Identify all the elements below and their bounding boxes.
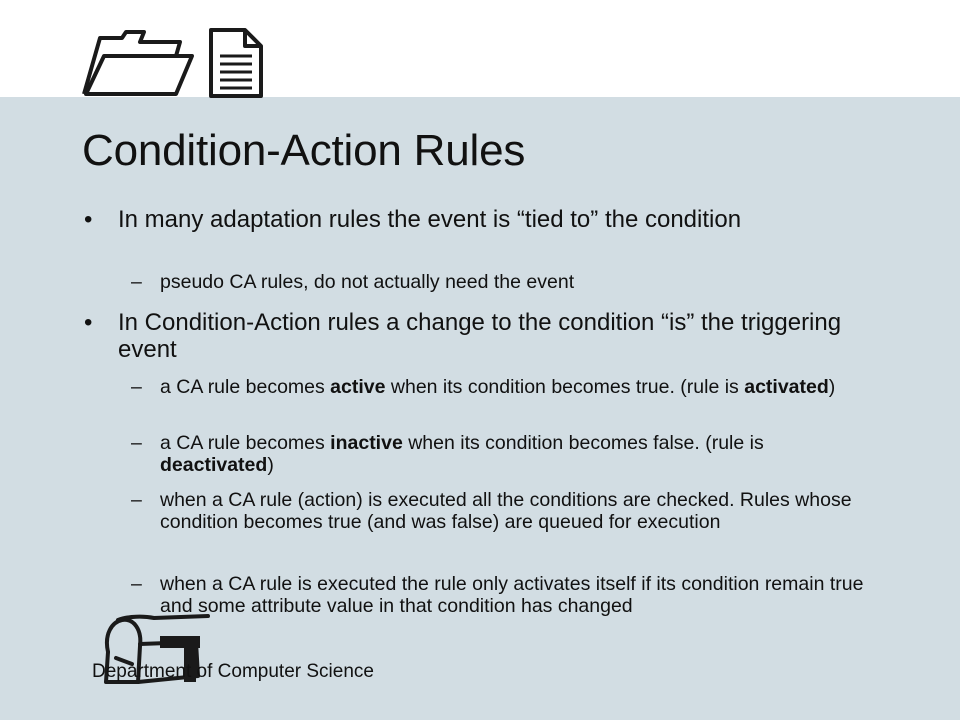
footer-department: Department of Computer Science: [92, 661, 374, 682]
sub-text: [160, 271, 880, 293]
sub-text: [160, 432, 880, 476]
text-run: ): [267, 454, 274, 476]
document-icon: [205, 26, 267, 100]
text-run: when its condition becomes true. (rule is: [385, 376, 745, 398]
text-run: a CA rule becomes: [160, 432, 331, 454]
sub-dash: –: [131, 489, 142, 511]
text-run: ): [828, 376, 836, 398]
sub-text: [160, 573, 880, 617]
sub-dash: –: [131, 271, 142, 293]
sub-text: [160, 376, 880, 398]
bullet-1-text: In many adaptation rules the event is “tied to” the condition: [118, 206, 742, 233]
sub-text: [160, 489, 880, 533]
sub-dash: –: [131, 432, 142, 454]
slide-title: Condition-Action Rules: [82, 126, 526, 175]
bold-term: inactive: [330, 432, 403, 454]
folder-icon: [78, 26, 196, 98]
text-run: a CA rule becomes: [160, 376, 331, 398]
text-run: when a CA rule (action) is executed all the conditions are checked. Rules whose condition becomes true (and was false) are queued for execution: [160, 489, 852, 533]
text-run: when a CA rule is executed the rule only activates itself if its condition remain true and some attribute value in that condition has changed: [160, 573, 864, 617]
text-run: when its condition becomes false. (rule is: [402, 432, 764, 454]
sub-dash: –: [131, 376, 142, 398]
bullet-dot: •: [84, 206, 93, 233]
bold-term: deactivated: [160, 454, 268, 476]
bullet-2-text: In Condition-Action rules a change to the condition “is” the triggering event: [118, 309, 842, 363]
bold-term: activated: [744, 376, 829, 398]
text-run: pseudo CA rules, do not actually need the event: [160, 271, 575, 293]
bold-term: active: [330, 376, 386, 398]
sub-dash: –: [131, 573, 142, 595]
bullet-dot: •: [84, 309, 93, 336]
